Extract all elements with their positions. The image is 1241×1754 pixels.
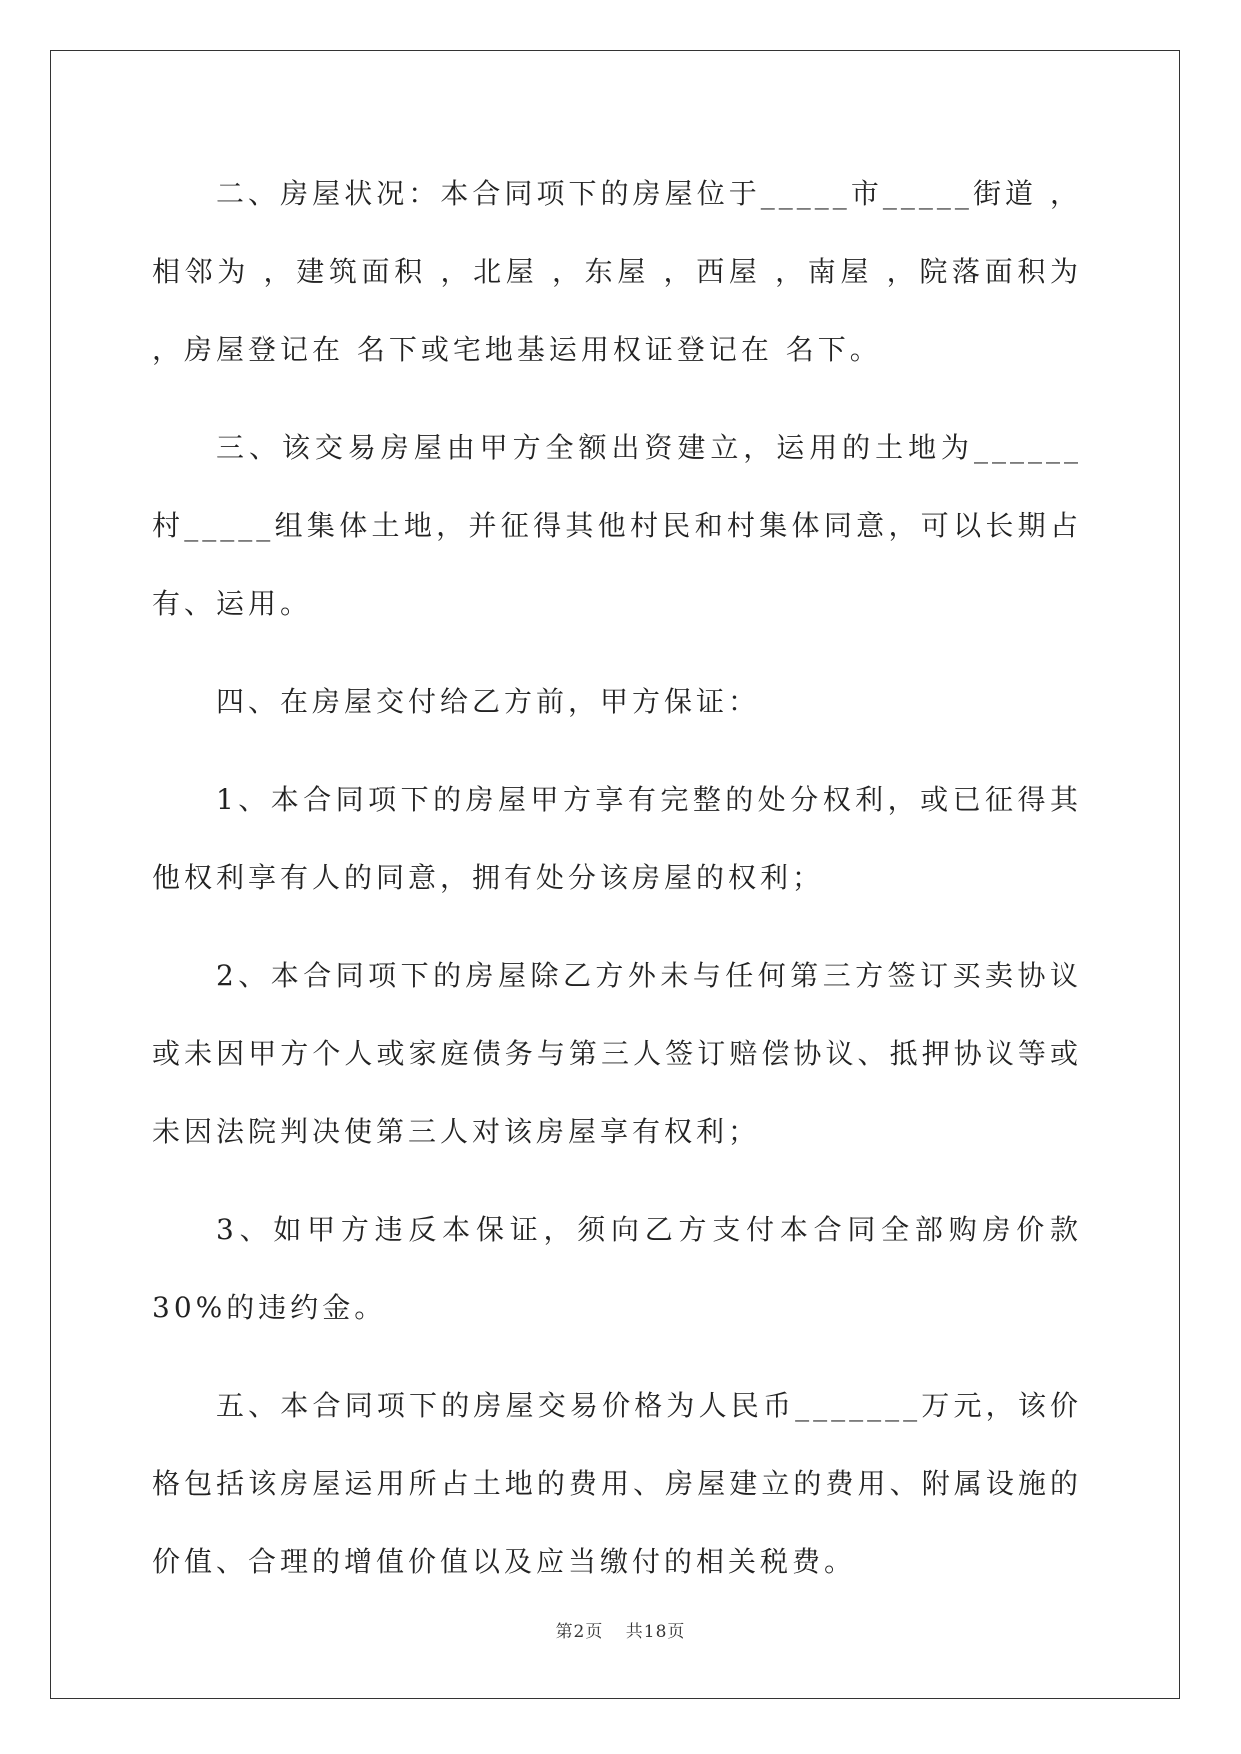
page-number-total: 共18页 (625, 1622, 686, 1642)
paragraph-guarantee-2: 2、本合同项下的房屋除乙方外未与任何第三方签订买卖协议或未因甲方个人或家庭债务与第三人签订赔偿协议、抵押协议等或未因法院判决使第三人对该房屋享有权利； (152, 959, 1082, 1148)
document-body (152, 155, 1082, 1621)
paragraph-price: 五、本合同项下的房屋交易价格为人民币_______万元，该价格包括该房屋运用所占土地的费用、房屋建立的费用、附属设施的价值、合理的增值价值以及应当缴付的相关税费。 (152, 1389, 1082, 1578)
paragraph-guarantee-1: 1、本合同项下的房屋甲方享有完整的处分权利，或已征得其他权利享有人的同意，拥有处分该房屋的权利； (152, 783, 1082, 894)
page-footer (0, 1617, 1241, 1642)
paragraph-house-status: 二、房屋状况：本合同项下的房屋位于_____市_____街道 ，相邻为 ，建筑面积 ，北屋 ，东屋 ，西屋 ，南屋 ，院落面积为 ，房屋登记在 名下或宅地基运用权证登记在 名下。 (152, 177, 1082, 366)
page-number-current: 第2页 (555, 1622, 604, 1642)
paragraph-guarantee-3: 3、如甲方违反本保证，须向乙方支付本合同全部购房价款 30%的违约金。 (152, 1213, 1082, 1324)
paragraph-guarantee-intro: 四、在房屋交付给乙方前，甲方保证： (216, 685, 761, 718)
paragraph-land-source: 三、该交易房屋由甲方全额出资建立，运用的土地为______村_____组集体土地，并征得其他村民和村集体同意，可以长期占有、运用。 (152, 431, 1082, 620)
